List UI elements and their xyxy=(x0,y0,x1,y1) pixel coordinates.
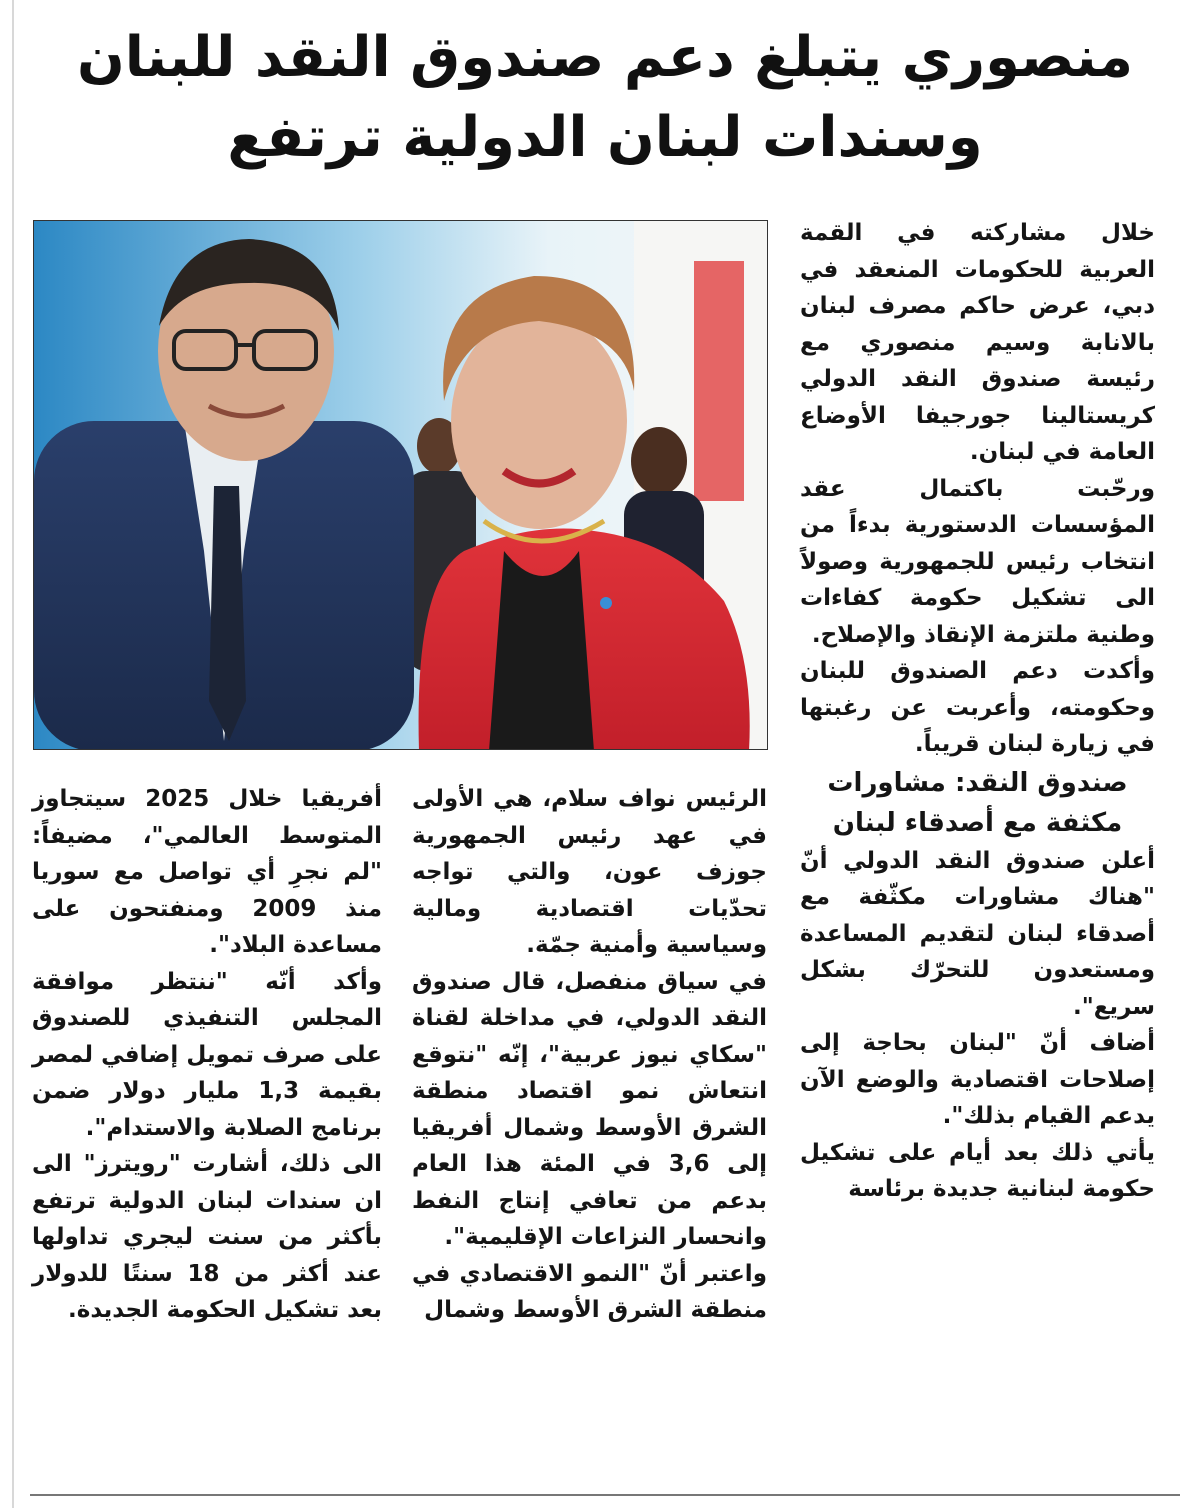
right-paragraph-3: وأكدت دعم الصندوق للبنان وحكومته، وأعربت عن رغبتها في زيارة لبنان قريباً. xyxy=(800,658,1155,757)
article-headline xyxy=(30,18,1180,178)
middle-paragraph-1: الرئيس نواف سلام، هي الأولى في عهد رئيس الجمهورية جوزف عون، والتي تواجه تحدّيات اقتصادية ومالية وسياسية وأمنية جمّة. xyxy=(412,786,767,958)
right-paragraph-5: أضاف أنّ "لبنان بحاجة إلى إصلاحات اقتصادية والوضع الآن يدعم القيام بذلك". xyxy=(800,1030,1155,1129)
article-photo xyxy=(33,220,768,750)
right-paragraph-1: خلال مشاركته في القمة العربية للحكومات المنعقد في دبي، عرض حاكم مصرف لبنان بالانابة وسيم منصوري مع رئيسة صندوق النقد الدولي كريستالينا جورجيفا الأوضاع العامة في لبنان. xyxy=(800,220,1155,465)
column-middle xyxy=(412,781,767,1329)
bottom-rule xyxy=(30,1494,1180,1496)
page-edge-rule xyxy=(12,0,14,1508)
left-paragraph-3: الى ذلك، أشارت "رويترز" الى ان سندات لبنان الدولية ترتفع بأكثر من سنت ليجري تداولها عند أكثر من 18 سنتًا للدولار بعد تشكيل الحكومة الجديدة. xyxy=(32,1151,382,1323)
photo-illustration xyxy=(34,221,768,750)
right-paragraph-4: أعلن صندوق النقد الدولي أنّ "هناك مشاورات مكثّفة مع أصدقاء لبنان لتقديم المساعدة ومستعدون للتحرّك بشكل سريع". xyxy=(800,847,1155,1020)
middle-paragraph-2: في سياق منفصل، قال صندوق النقد الدولي، في مداخلة لقناة "سكاي نيوز عربية"، إنّه "نتوقع انتعاش نمو اقتصاد منطقة الشرق الأوسط وشمال أفريقيا إلى 3,6 في المئة هذا العام بدعم من تعافي إنتاج النفط وانحسار النزاعات الإقليمية". xyxy=(412,968,768,1250)
right-paragraph-2: ورحّبت باكتمال عقد المؤسسات الدستورية بدءاً من انتخاب رئيس للجمهورية وصولاً الى تشكيل حكومة كفاءات وطنية ملتزمة الإنقاذ والإصلاح. xyxy=(800,475,1155,648)
headline-line-2: وسندات لبنان الدولية ترتفع xyxy=(227,105,983,170)
column-left xyxy=(32,781,382,1329)
section-subheading: صندوق النقد: مشاورات مكثفة مع أصدقاء لبنان xyxy=(827,767,1128,838)
headline-line-1: منصوري يتبلغ دعم صندوق النقد للبنان xyxy=(77,25,1133,90)
middle-paragraph-3: واعتبر أنّ "النمو الاقتصادي في منطقة الشرق الأوسط وشمال xyxy=(412,1260,767,1323)
left-paragraph-2: وأكد أنّه "ننتظر موافقة المجلس التنفيذي للصندوق على صرف تمويل إضافي لمصر بقيمة 1,3 مليار دولار ضمن برنامج الصلابة والاستدام". xyxy=(32,968,382,1141)
left-paragraph-1: أفريقيا خلال 2025 سيتجاوز المتوسط العالمي"، مضيفاً: "لم نجرِ أي تواصل مع سوريا منذ 2009 ومنفتحون على مساعدة البلاد". xyxy=(32,786,383,958)
right-paragraph-6: يأتي ذلك بعد أيام على تشكيل حكومة لبنانية جديدة برئاسة xyxy=(800,1139,1155,1202)
column-right xyxy=(800,215,1155,1208)
